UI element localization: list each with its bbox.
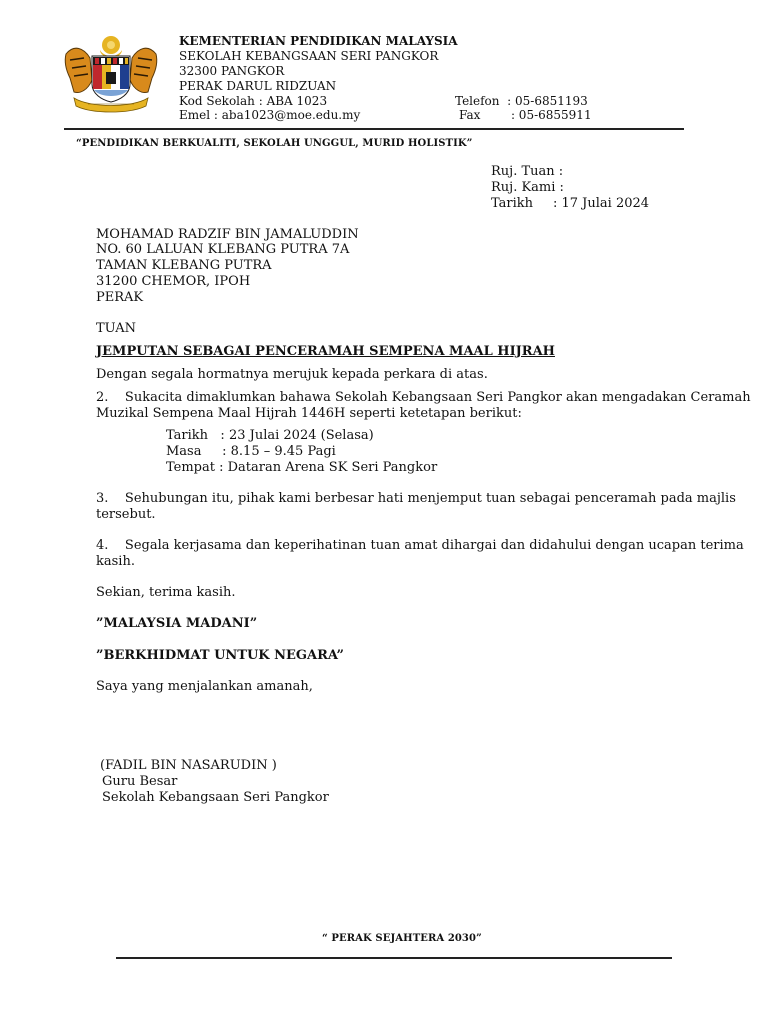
paragraph-3-line-1: 3. Sehubungan itu, pihak kami berbesar hati menjemput tuan sebagai penceramah pada majlis [96, 491, 736, 506]
salutation: TUAN [96, 321, 136, 336]
footer-divider [116, 957, 672, 959]
signatory-school: Sekolah Kebangsaan Seri Pangkor [102, 790, 329, 805]
paragraph-2-line-2: Muzikal Sempena Maal Hijrah 1446H seperti ketetapan berikut: [96, 406, 522, 421]
school-motto: “PENDIDIKAN BERKUALITI, SEKOLAH UNGGUL, MURID HOLISTIK” [76, 138, 473, 149]
recipient-name: MOHAMAD RADZIF BIN JAMALUDDIN [96, 227, 359, 242]
school-fax: Fax : 05-6855911 [459, 108, 592, 122]
ruj-kami: Ruj. Kami : [491, 180, 564, 195]
amanah-line: Saya yang menjalankan amanah, [96, 679, 313, 694]
recipient-address-1: NO. 60 LALUAN KLEBANG PUTRA 7A [96, 242, 350, 257]
coat-of-arms-icon [60, 34, 162, 114]
tarikh-label: Tarikh [491, 196, 534, 211]
school-code: Kod Sekolah : ABA 1023 [179, 94, 328, 108]
paragraph-3-line-2: tersebut. [96, 507, 156, 522]
slogan-malaysia-madani: ”MALAYSIA MADANI” [96, 616, 258, 631]
detail-tempat: Tempat : Dataran Arena SK Seri Pangkor [166, 460, 438, 475]
recipient-address-3: 31200 CHEMOR, IPOH [96, 274, 251, 289]
detail-tarikh: Tarikh : 23 Julai 2024 (Selasa) [166, 428, 374, 443]
paragraph-4-line-2: kasih. [96, 554, 135, 569]
school-postcode-town: 32300 PANGKOR [179, 64, 285, 78]
signatory-name: (FADIL BIN NASARUDIN ) [100, 758, 277, 773]
letterhead-divider [64, 128, 684, 130]
school-name: SEKOLAH KEBANGSAAN SERI PANGKOR [179, 49, 439, 63]
recipient-address-2: TAMAN KLEBANG PUTRA [96, 258, 272, 273]
school-phone: Telefon : 05-6851193 [455, 94, 588, 108]
letter-subject: JEMPUTAN SEBAGAI PENCERAMAH SEMPENA MAAL HIJRAH [96, 344, 555, 359]
school-email: Emel : aba1023@moe.edu.my [179, 108, 361, 122]
ministry-name: KEMENTERIAN PENDIDIKAN MALAYSIA [179, 34, 458, 48]
signatory-title: Guru Besar [102, 774, 178, 789]
ruj-tuan: Ruj. Tuan : [491, 164, 564, 179]
footer-slogan: “ PERAK SEJAHTERA 2030” [322, 933, 482, 944]
school-state: PERAK DARUL RIDZUAN [179, 79, 337, 93]
detail-masa: Masa : 8.15 – 9.45 Pagi [166, 444, 336, 459]
slogan-berkhidmat: ”BERKHIDMAT UNTUK NEGARA” [96, 648, 344, 663]
paragraph-4-line-1: 4. Segala kerjasama dan keperihatinan tuan amat dihargai dan didahului dengan ucapan terima [96, 538, 744, 553]
recipient-address-4: PERAK [96, 290, 144, 305]
paragraph-2-line-1: 2. Sukacita dimaklumkan bahawa Sekolah Kebangsaan Seri Pangkor akan mengadakan Ceramah [96, 390, 751, 405]
closing-line: Sekian, terima kasih. [96, 585, 236, 600]
opening-line: Dengan segala hormatnya merujuk kepada perkara di atas. [96, 367, 488, 382]
tarikh-value: : 17 Julai 2024 [553, 196, 650, 211]
